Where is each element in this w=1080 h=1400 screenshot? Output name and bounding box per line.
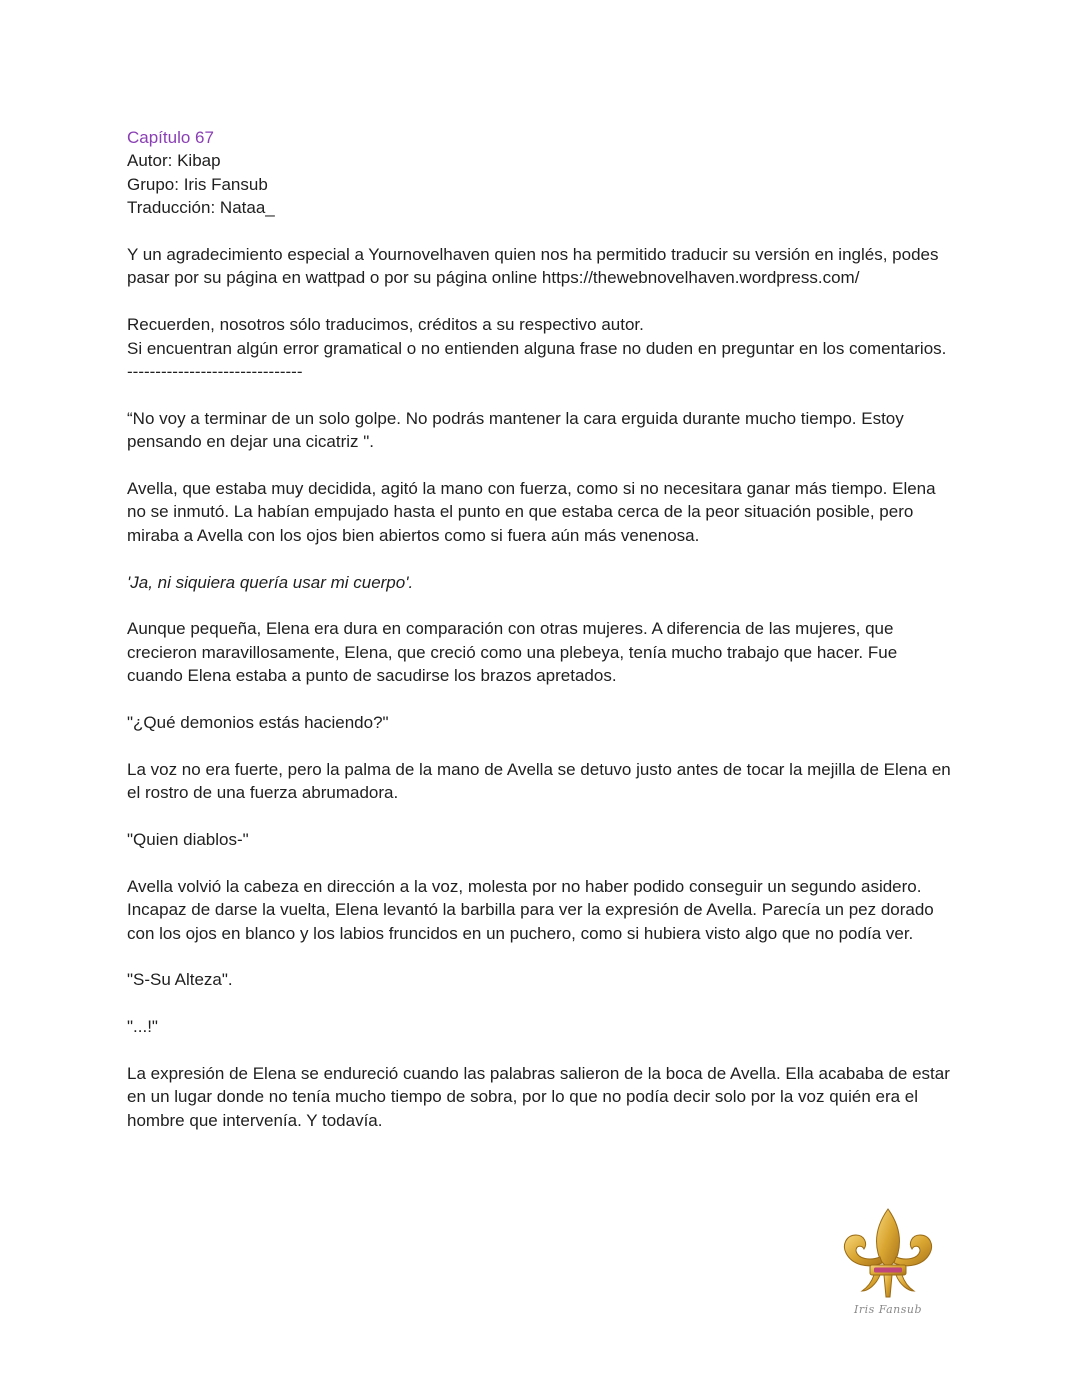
remember-line: Recuerden, nosotros sólo traducimos, créditos a su respectivo autor. [127, 315, 644, 335]
group-line: Grupo: Iris Fansub [127, 174, 268, 194]
story-paragraph-8: Avella volvió la cabeza en dirección a la voz, molesta por no haber podido conseguir un segundo asidero. Incapaz de darse la vuelta, Elena levantó la barbilla para ver la expresión de Avella. Parecía un pez dorado con los ojos en blanco y los labios fruncidos en un puchero, como si hubiera visto algo que no podía ver. [127, 876, 934, 943]
author-line: Autor: Kibap [127, 151, 221, 171]
logo-signature: Iris Fansub [853, 1303, 923, 1316]
story-paragraph-9: "S-Su Alteza". [127, 970, 233, 990]
fansub-logo [838, 1205, 938, 1325]
story-paragraph-6: La voz no era fuerte, pero la palma de la mano de Avella se detuvo justo antes de tocar la mejilla de Elena en el rostro de una fuerza abrumadora. [127, 759, 951, 803]
story-paragraph-11: La expresión de Elena se endureció cuando las palabras salieron de la boca de Avella. Ella acababa de estar en un lugar donde no tenía mucho tiempo de sobra, por lo que no podía decir solo por la voz quién era el hombre que intervenía. Y todavía. [127, 1064, 950, 1130]
translation-line: Traducción: Nataa_ [127, 198, 275, 218]
story-paragraph-3: 'Ja, ni siquiera quería usar mi cuerpo'. [127, 572, 414, 592]
story-paragraph-2: Avella, que estaba muy decidida, agitó la mano con fuerza, como si no necesitara ganar más tiempo. Elena no se inmutó. La habían empujado hasta el punto en que estaba cerca de la peor situación posible, pero miraba a Avella con los ojos bien abiertos como si fuera aún más venenosa. [127, 479, 936, 545]
thanks-paragraph: Y un agradecimiento especial a Yournovelhaven quien nos ha permitido traducir su versión en inglés, podes pasar por su página en wattpad o por su página online https://thewebnovelhaven.wordpress.com/ [127, 245, 939, 288]
story-paragraph-10: "...!" [127, 1017, 158, 1037]
story-paragraph-5: "¿Qué demonios estás haciendo?" [127, 713, 389, 733]
story-paragraph-1: “No voy a terminar de un solo golpe. No podrás mantener la cara erguida durante mucho tiempo. Estoy pensando en dejar una cicatriz ". [127, 408, 904, 452]
story-paragraph-7: "Quien diablos-" [127, 830, 249, 850]
story-paragraph-4: Aunque pequeña, Elena era dura en comparación con otras mujeres. A diferencia de las mujeres, que crecieron maravillosamente, Elena, que creció como una plebeya, tenía mucho trabajo que hacer. Fue cuando Elena estaba a punto de sacudirse los brazos apretados. [127, 619, 898, 686]
document-page [127, 126, 957, 1156]
error-note-line: Si encuentran algún error gramatical o no entienden alguna frase no duden en preguntar en los comentarios. [127, 338, 947, 358]
separator-line: ------------------------------- [127, 362, 303, 382]
chapter-title: Capítulo 67 [127, 128, 214, 147]
fleur-de-lis-icon [838, 1205, 938, 1305]
